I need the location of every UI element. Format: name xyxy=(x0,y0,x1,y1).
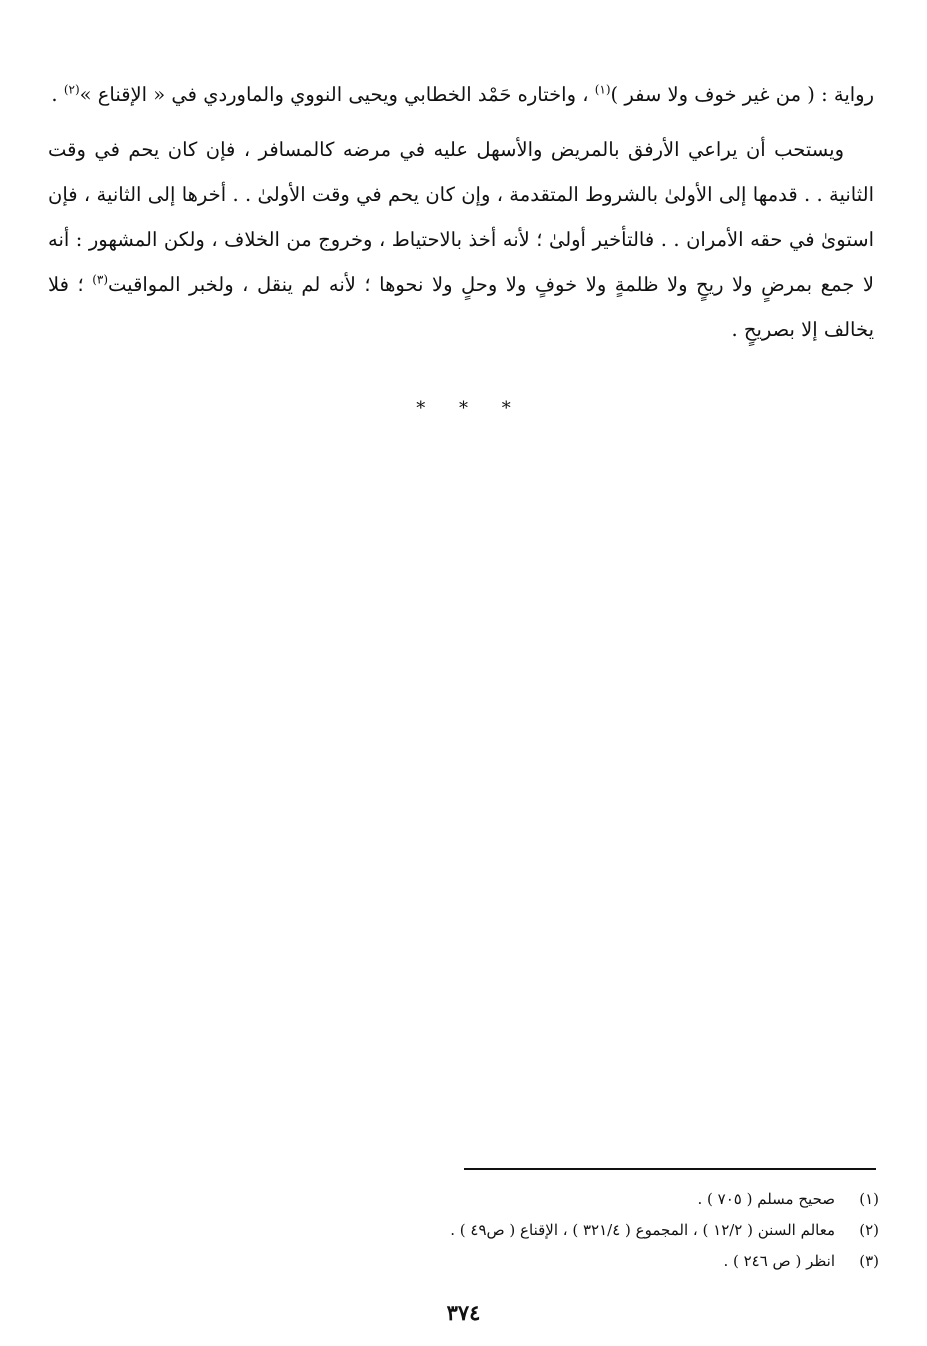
footnote-divider xyxy=(464,1168,876,1170)
footnote-ref-3: (٣) xyxy=(92,272,109,287)
paragraph-1-text: رواية : ( من غير خوف ولا سفر ) xyxy=(610,83,874,106)
paragraph-1-text: ، واختاره حَمْد الخطابي ويحيى النووي والماوردي في « الإقناع » xyxy=(79,83,595,106)
footnotes xyxy=(179,1184,879,1277)
footnote-number: (١) xyxy=(859,1190,879,1208)
footnote-text: صحيح مسلم ( ٧٠٥ ) . xyxy=(697,1190,835,1208)
footnote-number: (٣) xyxy=(859,1252,879,1270)
paragraph-1-text: . xyxy=(51,83,64,106)
separator-star: * xyxy=(416,398,426,419)
footnote-item xyxy=(179,1184,879,1215)
paragraph-2 xyxy=(48,127,874,352)
separator-star: * xyxy=(501,398,511,419)
footnote-ref-1: (١) xyxy=(594,82,611,97)
paragraph-1 xyxy=(48,72,874,117)
footnote-item xyxy=(179,1246,879,1277)
footnote-text: معالم السنن ( ١٢/٢ ) ، المجموع ( ٣٢١/٤ ) ، الإقناع ( ص٤٩ ) . xyxy=(450,1221,835,1239)
separator-star: * xyxy=(459,398,468,419)
footnote-number: (٢) xyxy=(859,1221,879,1239)
footnote-text: انظر ( ص ٢٤٦ ) . xyxy=(723,1252,835,1270)
section-separator xyxy=(0,398,927,419)
paragraph-2-text: ويستحب أن يراعي الأرفق بالمريض والأسهل عليه في مرضه كالمسافر ، فإن كان يحم في وقت الثانية . . قدمها إلى الأولىٰ بالشروط المتقدمة ، وإن كان يحم في وقت الأولىٰ . . أخرها إلى الثانية ، فإن استوىٰ في حقه الأمران . . فالتأخير أولىٰ ؛ لأنه أخذ بالاحتياط ، وخروج من الخلاف ، ولكن المشهور : أنه لا جمع بمرضٍ ولا ريحٍ ولا ظلمةٍ ولا خوفٍ ولا وحلٍ ولا نحوها ؛ لأنه لم ينقل ، ولخبر المواقيت xyxy=(48,138,874,296)
page-number: ٣٧٤ xyxy=(446,1300,481,1325)
footnote-item xyxy=(179,1215,879,1246)
main-text xyxy=(48,72,874,362)
footnote-ref-2: (٢) xyxy=(63,82,80,97)
paragraph-2-text: ؛ فلا يخالف إلا بصريحٍ . xyxy=(48,273,874,341)
